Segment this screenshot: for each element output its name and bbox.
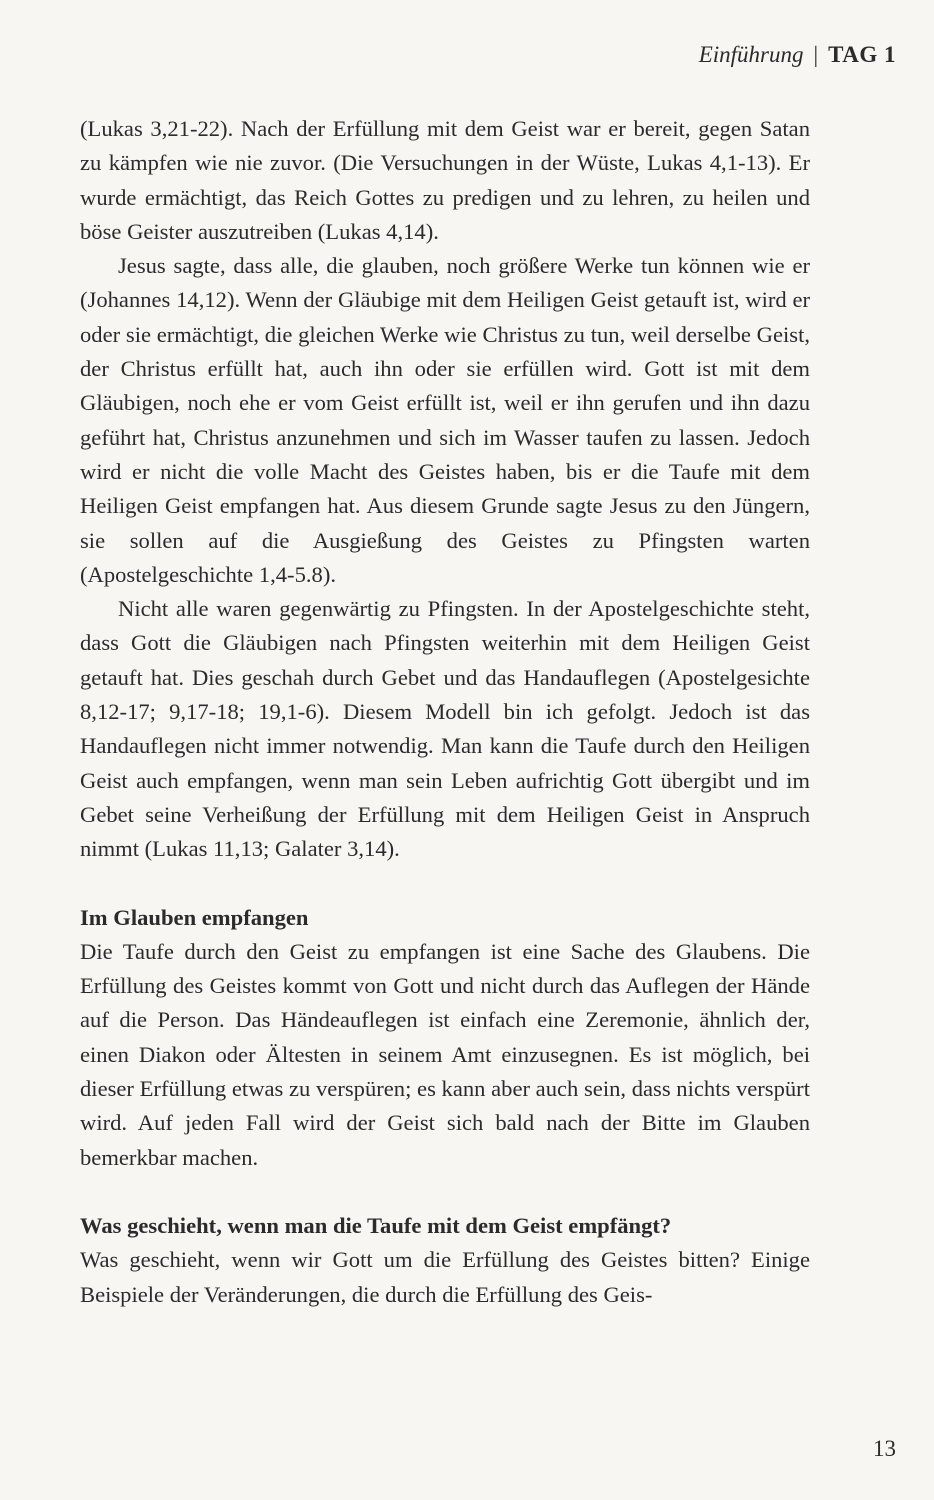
- running-head: [699, 40, 896, 70]
- page-number: 13: [873, 1436, 896, 1461]
- paragraph-greater-works: Jesus sagte, dass alle, die glauben, noch größere Werke tun können wie er (Johannes 14,12). Wenn der Gläubige mit dem Heiligen Geist getauft ist, wird er oder sie ermächtigt, die gleichen Werke wie Christus zu tun, weil derselbe Geist, der Christus erfüllt hat, auch ihn oder sie erfüllen wird. Gott ist mit dem Gläubigen, noch ehe er vom Geist erfüllt ist, weil er ihn gerufen und ihn dazu geführt hat, Christus anzunehmen und sich im Wasser taufen zu lassen. Jedoch wird er nicht die volle Macht des Geistes haben, bis er die Taufe mit dem Heiligen Geist empfangen hat. Aus diesem Grunde sagte Jesus zu den Jüngern, sie sollen auf die Ausgießung des Geistes zu Pfingsten warten (Apostelgeschichte 1,4-5.8).: [80, 253, 810, 587]
- running-head-separator: |: [813, 42, 819, 67]
- paragraph-continuation: (Lukas 3,21-22). Nach der Erfüllung mit dem Geist war er bereit, gegen Satan zu kämpfen wie nie zuvor. (Die Versuchungen in der Wüste, Lukas 4,1-13). Er wurde ermächtigt, das Reich Gottes zu predigen und zu lehren, zu heilen und böse Geister auszutreiben (Lukas 4,14).: [80, 116, 810, 244]
- section-heading-what-happens: Was geschieht, wenn man die Taufe mit dem Geist empfängt?: [80, 1212, 672, 1238]
- page-body: [80, 112, 810, 1312]
- section-heading-faith: Im Glauben empfangen: [80, 904, 309, 930]
- paragraph-what-happens: Was geschieht, wenn wir Gott um die Erfüllung des Geistes bitten? Einige Beispiele der Veränderungen, die durch die Erfüllung des Geis-: [80, 1247, 810, 1307]
- paragraph-pentecost: Nicht alle waren gegenwärtig zu Pfingsten. In der Apostelgeschichte steht, dass Gott die Gläubigen nach Pfingsten weiterhin mit dem Heiligen Geist getauft hat. Dies geschah durch Gebet und das Handauflegen (Apostelgesichte 8,12-17; 9,17-18; 19,1-6). Diesem Modell bin ich gefolgt. Jedoch ist das Handauflegen nicht immer notwendig. Man kann die Taufe durch den Heiligen Geist auch empfangen, wenn man sein Leben aufrichtig Gott übergibt und im Gebet seine Verheißung der Erfüllung mit dem Heiligen Geist in Anspruch nimmt (Lukas 11,13; Galater 3,14).: [80, 596, 810, 862]
- running-head-chapter: TAG 1: [828, 42, 896, 67]
- running-head-section: Einführung: [698, 42, 804, 67]
- paragraph-faith: Die Taufe durch den Geist zu empfangen ist eine Sache des Glaubens. Die Erfüllung des Geistes kommt von Gott und nicht durch das Auflegen der Hände auf die Person. Das Händeauflegen ist einfach eine Zeremonie, ähnlich der, einen Diakon oder Ältesten in seinem Amt einzusegnen. Es ist möglich, bei dieser Erfüllung etwas zu verspüren; es kann aber auch sein, dass nichts verspürt wird. Auf jeden Fall wird der Geist sich bald nach der Bitte im Glauben bemerkbar machen.: [80, 938, 810, 1170]
